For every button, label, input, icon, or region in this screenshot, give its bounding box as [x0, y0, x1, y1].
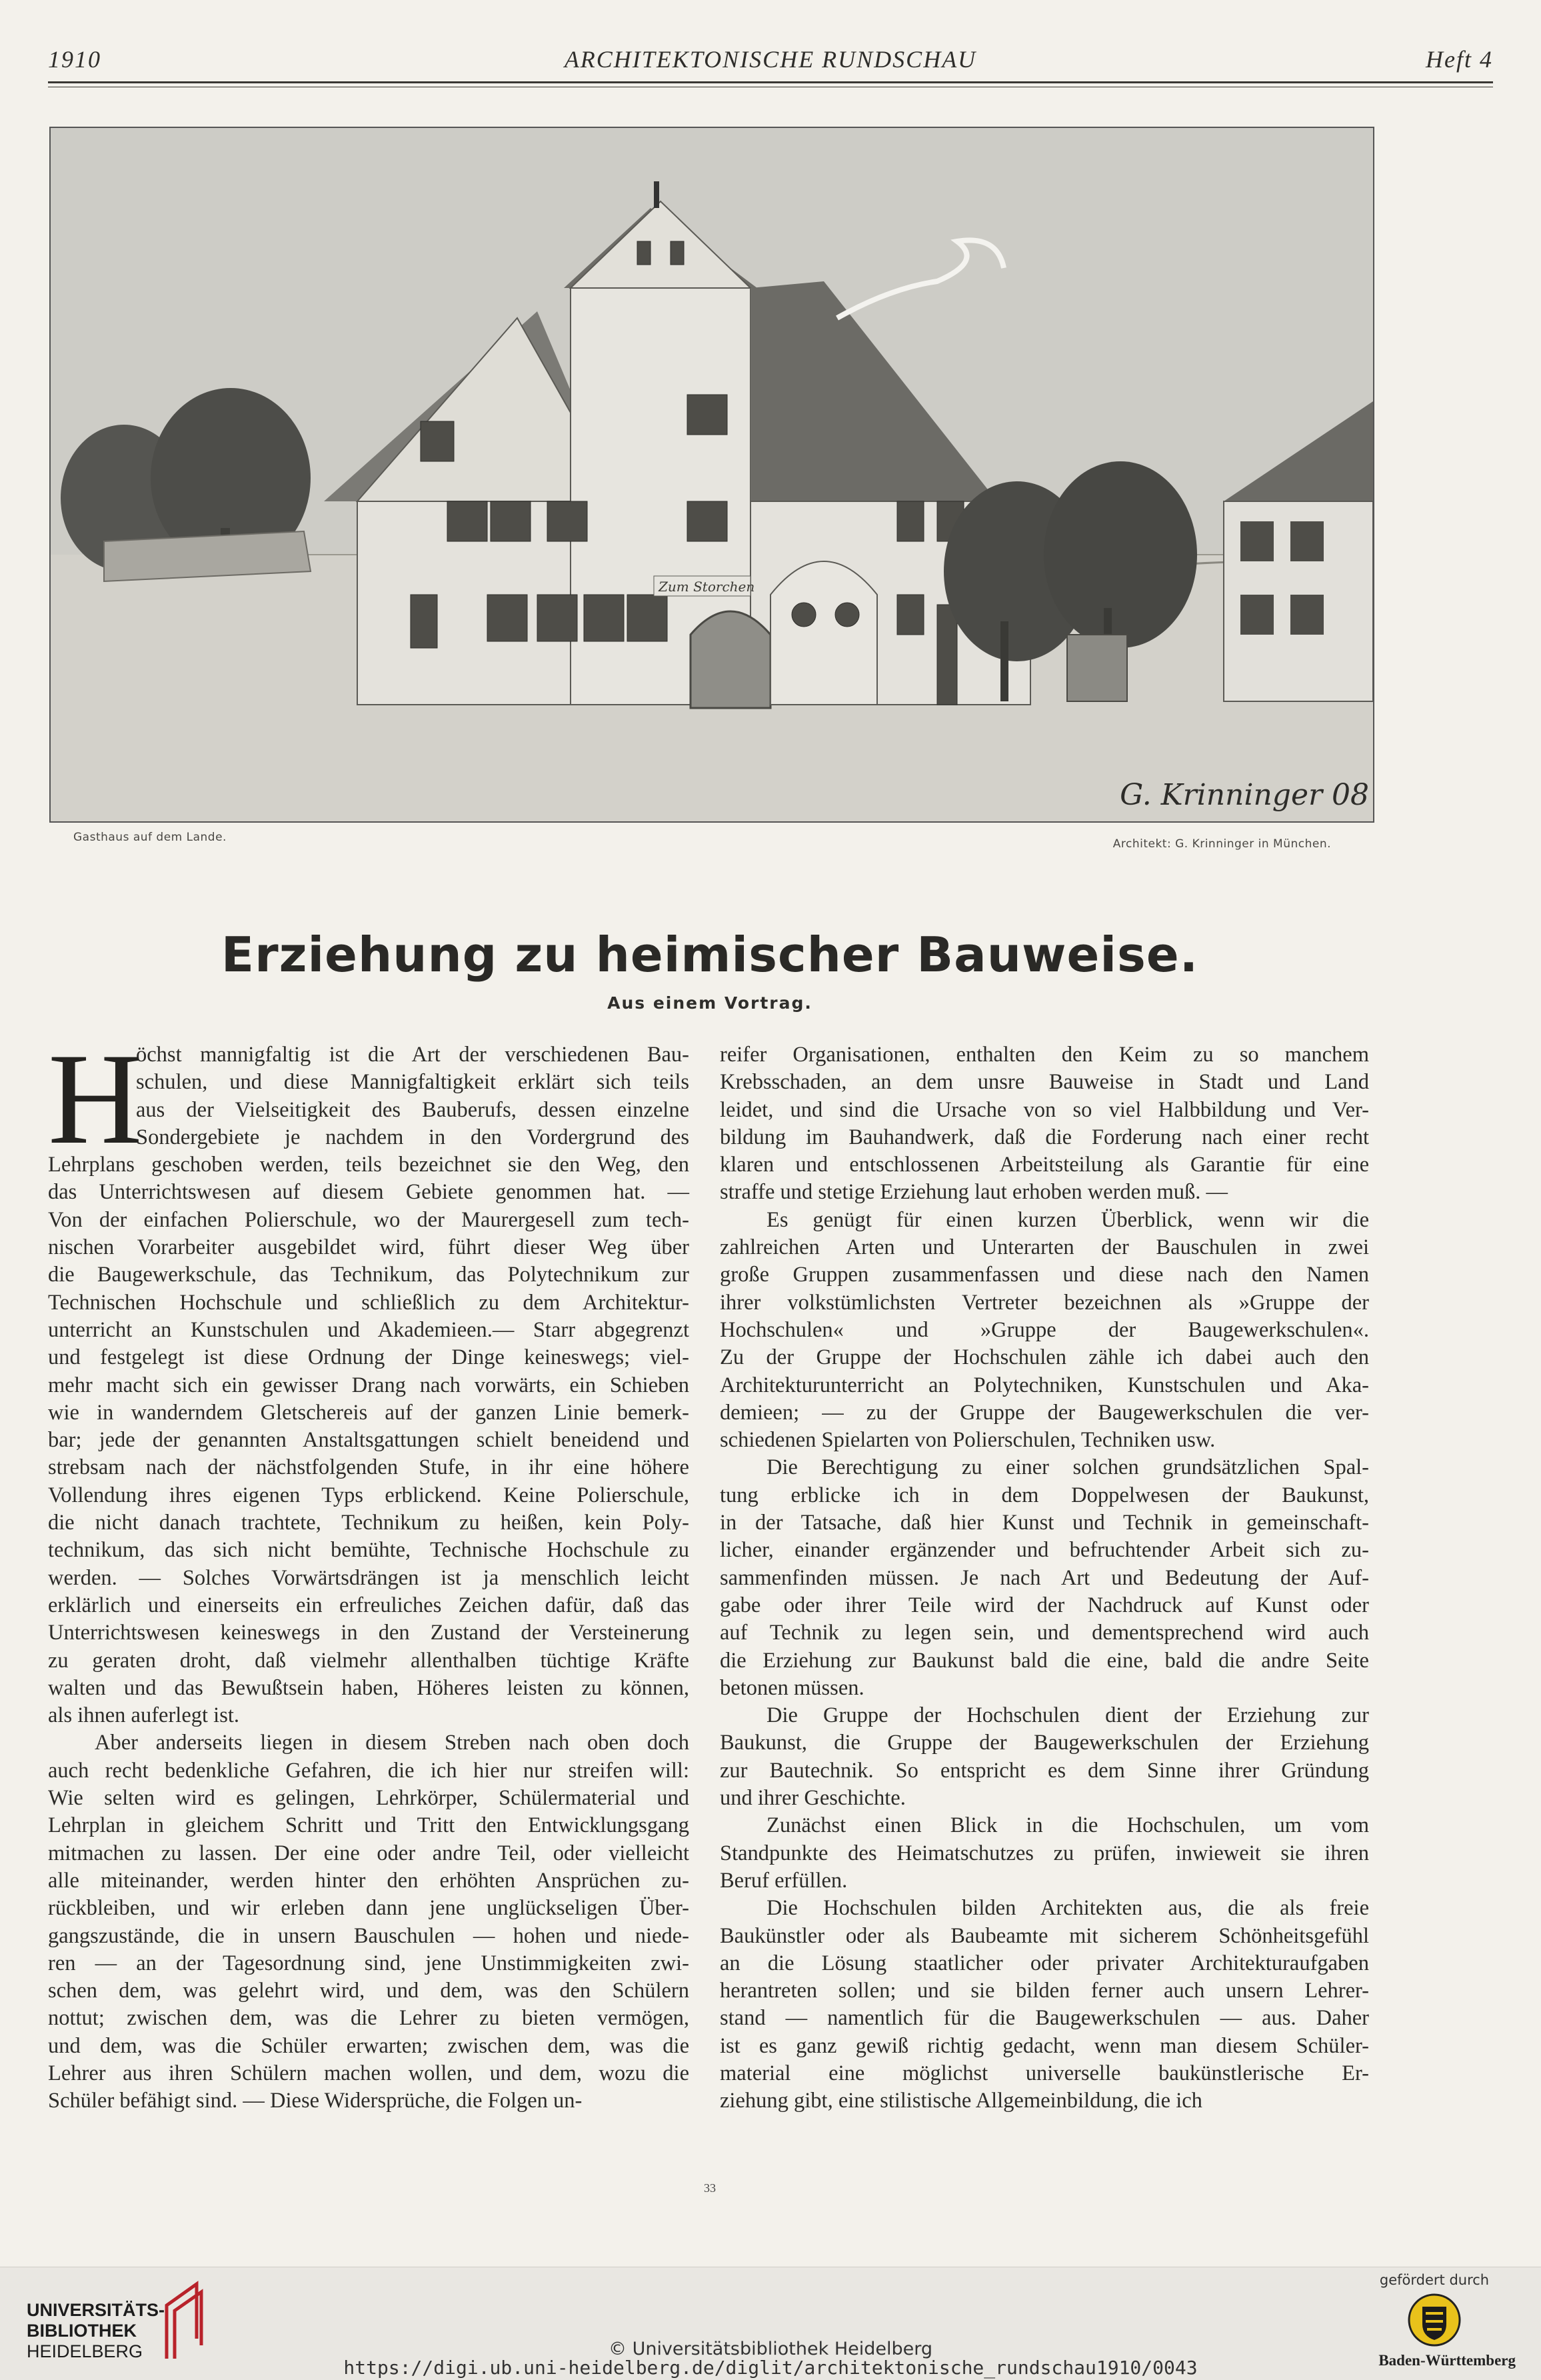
- text-line: Die Hochschulen bilden Architekten aus, die als freie: [767, 1896, 1369, 1921]
- running-head: [48, 45, 1493, 79]
- running-head-year: 1910: [48, 46, 101, 73]
- text-line: gangszustände, die in unsern Bauschulen — hohen und niede-: [48, 1923, 689, 1948]
- text-line: stand — namentlich für die Baugewerkschulen — aus. Daher: [720, 2006, 1369, 2031]
- right-column: [720, 1041, 1369, 2115]
- text-line: Beruf erfüllen.: [720, 1868, 848, 1893]
- text-line: schulen, und diese Mannigfaltigkeit erklärt sich teils: [136, 1070, 689, 1095]
- text-line: Es genügt für einen kurzen Überblick, wenn wir die: [767, 1207, 1369, 1232]
- text-line: mitmachen zu lassen. Der eine oder andre Teil, oder vielleicht: [48, 1841, 689, 1865]
- text-line: tung erblicke ich in dem Doppelwesen der Baukunst,: [720, 1483, 1369, 1507]
- text-line: gabe oder ihrer Teile wird der Nachdruck auf Kunst oder: [720, 1593, 1369, 1617]
- text-line: sammenfinden müssen. Je nach Art und Bedeutung der Auf-: [720, 1565, 1369, 1590]
- text-line: Unterrichtswesen keineswegs in den Zustand der Versteinerung: [48, 1621, 689, 1645]
- text-line: nischen Vorarbeiter ausgebildet wird, führt dieser Weg über: [48, 1235, 689, 1260]
- funder-name: Baden-Württemberg: [1378, 2352, 1516, 2369]
- text-line: Zunächst einen Blick in die Hochschulen, um vom: [767, 1813, 1369, 1838]
- text-line: und dem, was die Schüler erwarten; zwischen dem, was die: [48, 2033, 689, 2058]
- text-line: zu geraten droht, daß vielmehr allenthalben tüchtige Kräfte: [48, 1648, 689, 1673]
- text-line: auf Technik zu legen sein, und dementsprechend wird auch: [720, 1621, 1369, 1645]
- text-line: an die Lösung staatlicher oder privater Architekturaufgaben: [720, 1951, 1369, 1975]
- text-line: walten und das Bewußtsein haben, Höheres leisten zu können,: [48, 1675, 689, 1700]
- text-line: erklärlich und einerseits ein erfreuliches Zeichen dafür, daß das: [48, 1593, 689, 1617]
- text-line: unterricht an Kunstschulen und Akademieen.— Starr abgegrenzt: [48, 1317, 689, 1342]
- text-line: rückbleiben, und wir erleben dann jene unglückseligen Über-: [48, 1896, 689, 1921]
- text-line: Schüler befähigt sind. — Diese Widersprüche, die Folgen un-: [48, 2089, 583, 2113]
- text-line: Wie selten wird es gelingen, Lehrkörper, Schülermaterial und: [48, 1786, 689, 1811]
- text-line: Baukünstler oder als Baubeamte mit sicherem Schönheitsgefühl: [720, 1923, 1369, 1948]
- text-line: Baukunst, die Gruppe der Baugewerkschulen der Erziehung: [720, 1731, 1369, 1755]
- text-line: Die Berechtigung zu einer solchen grundsätzlichen Spal-: [767, 1455, 1369, 1480]
- text-line: Zu der Gruppe der Hochschulen zähle ich dabei auch den: [720, 1345, 1369, 1370]
- text-line: klaren und entschlossenen Arbeitsteilung als Garantie für eine: [720, 1153, 1369, 1177]
- text-line: Sondergebiete je nachdem in den Vordergrund des: [136, 1125, 689, 1149]
- library-name-line2: BIBLIOTHEK: [27, 2321, 137, 2341]
- inn-sign-text: Zum Storchen: [659, 579, 755, 595]
- text-line: Lehrplan in gleichem Schritt und Tritt den Entwicklungsgang: [48, 1813, 689, 1838]
- text-line: Lehrer aus ihren Schülern machen wollen, und dem, wozu die: [48, 2061, 689, 2085]
- text-line: bar; jede der genannten Anstaltsgattungen schielt beneidend und: [48, 1428, 689, 1453]
- coat-of-arms-icon[interactable]: [1406, 2292, 1462, 2348]
- text-line: und festgelegt ist diese Ordnung der Dinge keineswegs; viel-: [48, 1345, 689, 1370]
- running-head-journal: ARCHITEKTONISCHE RUNDSCHAU: [564, 46, 977, 73]
- text-line: Architekturunterricht an Polytechniken, Kunstschulen und Aka-: [720, 1373, 1369, 1397]
- text-line: Vollendung ihres eigenen Typs erblickend. Keine Polierschule,: [48, 1483, 689, 1507]
- copyright-notice: © Universitätsbibliothek Heidelberg: [608, 2339, 932, 2359]
- text-line: als ihnen auferlegt ist.: [48, 1703, 239, 1728]
- text-line: Hochschulen« und »Gruppe der Baugewerkschulen«.: [720, 1317, 1369, 1342]
- text-line: schen dem, was gelehrt wird, und dem, was den Schülern: [48, 1979, 689, 2003]
- text-line: alle miteinander, werden hinter den erhöhten Ansprüchen zu-: [48, 1868, 689, 1893]
- text-line: und ihrer Geschichte.: [720, 1786, 906, 1811]
- text-line: licher, einander ergänzender und befruchtender Arbeit sich zu-: [720, 1538, 1369, 1563]
- text-line: Technischen Hochschule und schließlich zu dem Architektur-: [48, 1290, 689, 1315]
- drop-cap: H: [48, 1027, 143, 1171]
- text-line: Aber anderseits liegen in diesem Streben nach oben doch: [95, 1731, 689, 1755]
- text-line: die Erziehung zur Baukunst bald die eine, bald die andre Seite: [720, 1648, 1369, 1673]
- text-line: Die Gruppe der Hochschulen dient der Erziehung zur: [767, 1703, 1369, 1728]
- text-line: schiedenen Spielarten von Polierschulen, Techniken usw.: [720, 1428, 1216, 1453]
- artist-signature: G. Krinninger 08: [1120, 778, 1369, 812]
- article-subtitle: Aus einem Vortrag.: [607, 993, 812, 1013]
- text-line: Krebsschaden, an dem unsre Bauweise in Stadt und Land: [720, 1070, 1369, 1095]
- text-line: zur Bautechnik. So entspricht es dem Sinne ihrer Gründung: [720, 1758, 1369, 1783]
- text-line: demieen; — zu der Gruppe der Baugewerkschulen die ver-: [720, 1400, 1369, 1425]
- page-number: 33: [704, 2181, 716, 2195]
- header-rule: [48, 81, 1493, 83]
- text-line: Lehrplans geschoben werden, teils bezeichnet sie den Weg, den: [48, 1153, 689, 1177]
- text-line: straffe und stetige Erziehung laut erhoben werden muß. —: [720, 1180, 1228, 1205]
- running-head-issue: Heft 4: [1426, 46, 1493, 73]
- text-line: aus der Vielseitigkeit des Bauberufs, dessen einzelne: [136, 1097, 689, 1122]
- text-line: strebsam nach der nächstfolgenden Stufe, in ihr eine höhere: [48, 1455, 689, 1480]
- permalink[interactable]: https://digi.ub.uni-heidelberg.de/diglit/architektonische_rundschau1910/0043: [343, 2357, 1198, 2379]
- inn-illustration: [49, 127, 1374, 823]
- text-line: ihrer volkstümlichsten Vertreter bezeichnen als »Gruppe der: [720, 1290, 1369, 1315]
- text-line: ren — an der Tagesordnung sind, jene Unstimmigkeiten zwi-: [48, 1951, 689, 1975]
- text-line: nottut; zwischen dem, was die Lehrer zu bieten vermögen,: [48, 2006, 689, 2031]
- inn-drawing: [51, 128, 1373, 821]
- text-line: in der Tatsache, daß hier Kunst und Technik in gemeinschaft-: [720, 1511, 1369, 1535]
- library-name-line1: UNIVERSITÄTS-: [27, 2300, 165, 2320]
- text-line: technikum, das sich nicht bemühte, Technische Hochschule zu: [48, 1538, 689, 1563]
- text-line: Von der einfachen Polierschule, wo der Maurergesell zum tech-: [48, 1207, 689, 1232]
- text-line: auch recht bedenkliche Gefahren, die ich hier nur streifen will:: [48, 1758, 689, 1783]
- text-line: leidet, und sind die Ursache von so viel Halbbildung und Ver-: [720, 1097, 1369, 1122]
- caption-right: Architekt: G. Krinninger in München.: [1112, 837, 1331, 851]
- left-column: [48, 1027, 689, 2115]
- caption-left: Gasthaus auf dem Lande.: [73, 831, 227, 844]
- text-line: große Gruppen zusammenfassen und diese nach den Namen: [720, 1263, 1369, 1287]
- text-line: ist es ganz gewiß richtig gedacht, wenn man diesem Schüler-: [720, 2033, 1369, 2058]
- text-line: zahlreichen Arten und Unterarten der Bauschulen in zwei: [720, 1235, 1369, 1260]
- library-name-line3: HEIDELBERG: [27, 2341, 143, 2361]
- text-line: das Unterrichtswesen auf diesem Gebiete genommen hat. —: [48, 1180, 689, 1205]
- funded-by-label: gefördert durch: [1379, 2272, 1490, 2288]
- text-line: ziehung gibt, eine stilistische Allgemeinbildung, die ich: [720, 2089, 1202, 2113]
- text-line: mehr macht sich ein gewisser Drang nach vorwärts, ein Schieben: [48, 1373, 689, 1397]
- text-line: bildung im Bauhandwerk, daß die Forderung nach einer recht: [720, 1125, 1369, 1149]
- text-line: reifer Organisationen, enthalten den Keim zu so manchem: [720, 1043, 1369, 1067]
- text-line: material eine möglichst universelle baukünstlerische Er-: [720, 2061, 1369, 2085]
- text-line: die nicht danach trachtete, Technikum zu heißen, kein Poly-: [48, 1511, 689, 1535]
- article-title: Erziehung zu heimischer Bauweise.: [221, 927, 1199, 983]
- text-line: werden. — Solches Vorwärtsdrängen ist ja menschlich leicht: [48, 1565, 689, 1590]
- text-line: die Baugewerkschule, das Technikum, das Polytechnikum zur: [48, 1263, 689, 1287]
- text-line: öchst mannigfaltig ist die Art der verschiedenen Bau-: [136, 1043, 689, 1067]
- text-line: herantreten sollen; und sie bilden ferner auch unsern Lehrer-: [720, 1979, 1369, 2003]
- text-line: Standpunkte des Heimatschutzes zu prüfen, inwieweit sie ihren: [720, 1841, 1369, 1865]
- text-line: wie in wanderndem Gletschereis auf der ganzen Linie bemerk-: [48, 1400, 689, 1425]
- text-line: betonen müssen.: [720, 1675, 864, 1700]
